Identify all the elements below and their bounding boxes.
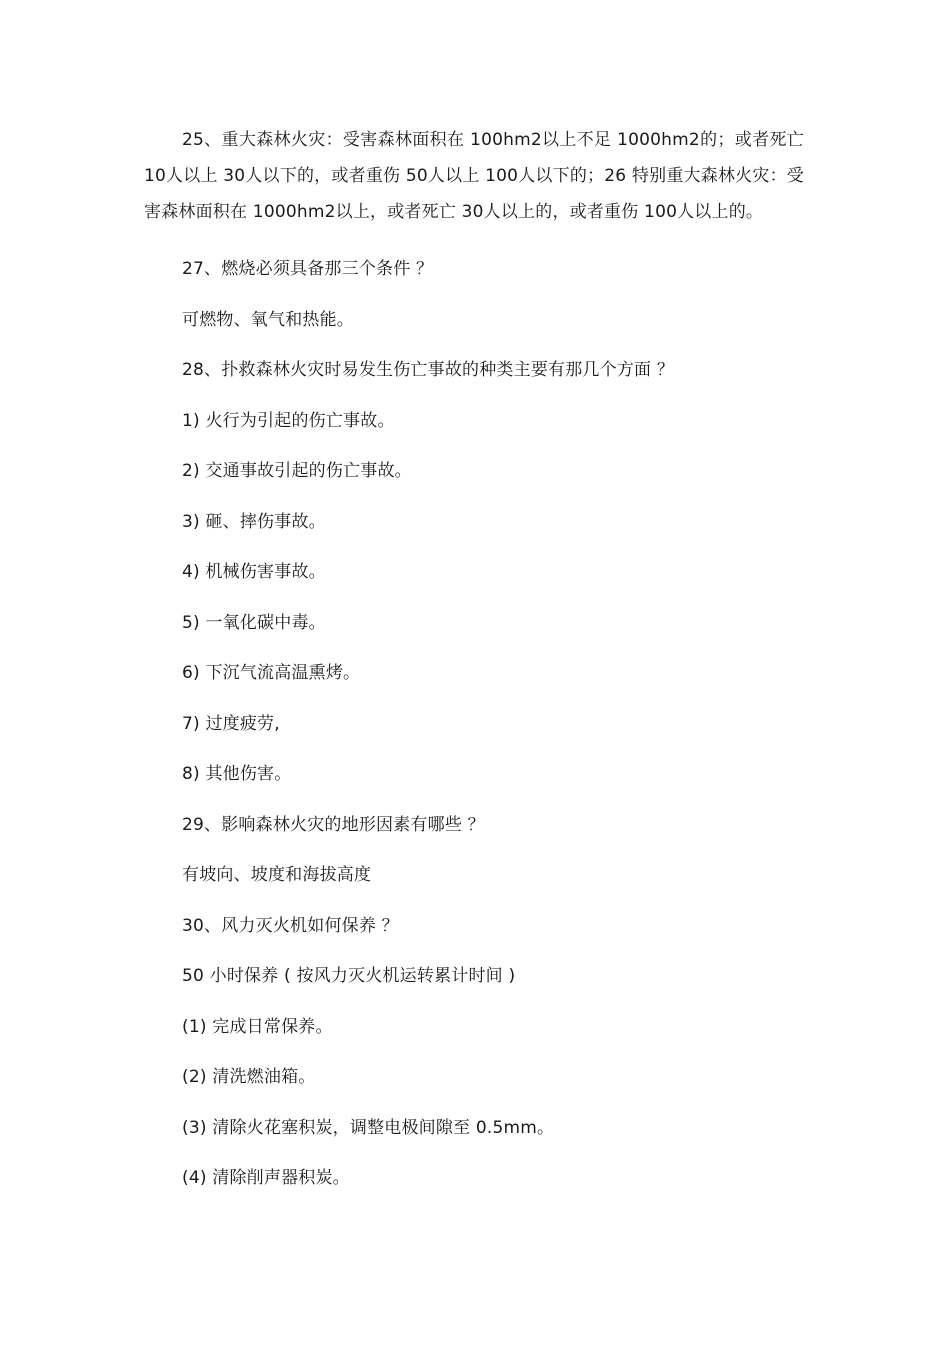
question-30: 30、风力灭火机如何保养 ？ (182, 915, 399, 936)
document-body (144, 122, 804, 1204)
answer-30-heading: 50 小时保养 ( 按风力灭火机运转累计时间 ) (182, 966, 516, 986)
answer-30-item-1: (1) 完成日常保养。 (182, 1016, 333, 1037)
paragraph-25-26: 25、重大森林火灾：受害森林面积在 100hm2以上不足 1000hm2的；或者死亡10人以上 30人以下的，或者重伤 50人以上 100人以下的；26 特别重大森林火灾：受害森林面积在 1000hm2以上，或者死亡 30人以上的，或者重伤 100人以上的。 (144, 130, 804, 222)
answer-28-item-8: 8) 其他伤害。 (182, 764, 292, 784)
answer-28-item-5: 5) 一氧化碳中毒。 (182, 612, 326, 633)
answer-30-item-3: (3) 清除火花塞积炭，调整电极间隙至 0.5mm。 (182, 1117, 555, 1138)
answer-28-item-7: 7) 过度疲劳, (182, 713, 280, 734)
answer-28-item-4: 4) 机械伤害事故。 (182, 562, 326, 582)
answer-30-item-4: (4) 清除削声器积炭。 (182, 1168, 350, 1188)
paragraph-spacer (144, 230, 804, 244)
answer-28-item-3: 3) 砸、摔伤事故。 (182, 511, 326, 532)
answer-28-item-1: 1) 火行为引起的伤亡事故。 (182, 410, 395, 431)
answer-29: 有坡向、坡度和海拔高度 (182, 865, 372, 885)
answer-28-item-2: 2) 交通事故引起的伤亡事故。 (182, 461, 412, 481)
question-27: 27、燃烧必须具备那三个条件 ？ (182, 259, 434, 279)
answer-30-item-2: (2) 清洗燃油箱。 (182, 1067, 316, 1087)
answer-27: 可燃物、氧气和热能。 (182, 309, 354, 330)
question-29: 29、影响森林火灾的地形因素有哪些 ？ (182, 814, 485, 835)
answer-28-item-6: 6) 下沉气流高温熏烤。 (182, 663, 361, 683)
question-28: 28、扑救森林火灾时易发生伤亡事故的种类主要有那几个方面 ？ (182, 360, 675, 380)
